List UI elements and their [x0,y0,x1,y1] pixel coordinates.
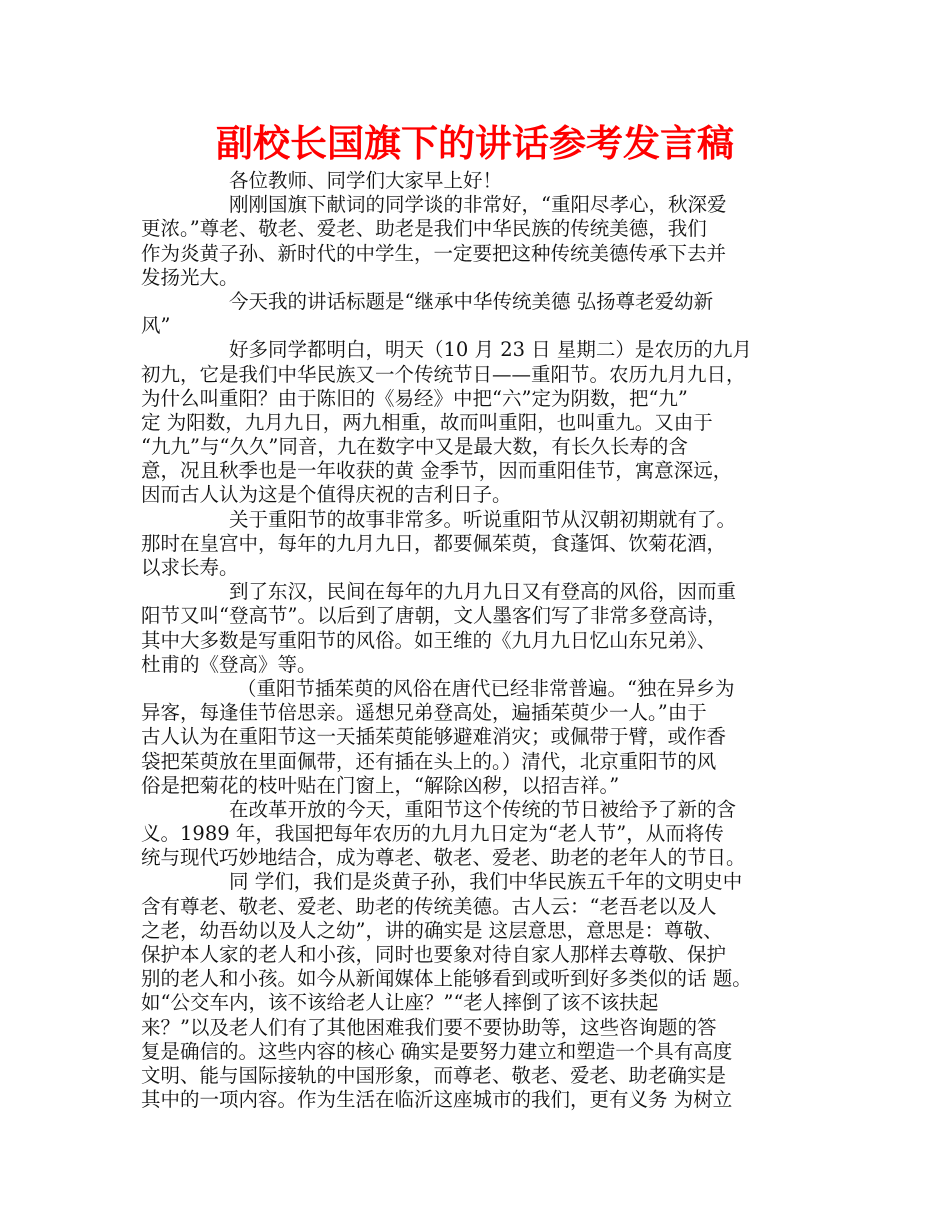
text-line: 因而古人认为这是个值得庆祝的吉利日子。 [141,483,512,507]
text-line: 其中大多数是写重阳节的风俗。如王维的《九月九日忆山东兄弟》、 [141,628,717,652]
text-line: 发扬光大。 [141,265,239,289]
text-line: 保护本人家的老人和小孩，同时也要象对待自家人那样去尊敬、保护 [141,943,727,966]
text-line: 其中的一项内容。作为生活在临沂这座城市的我们，更有义务 为树立 [141,1088,733,1112]
text-line: 文明、能与国际接轨的中国形象，而尊老、敬老、爱老、助老确实是 [141,1063,727,1087]
text-line: 为什么叫重阳？由于陈旧的《易经》中把“六”定为阴数，把“九” [141,386,688,410]
document-title: 副校长国旗下的讲话参考发言稿 [216,122,734,165]
text-line: 袋把茱萸放在里面佩带，还有插在头上的。）清代，北京重阳节的风 [141,749,717,773]
text-line: 俗是把菊花的枝叶贴在门窗上，“解除凶秽，以招吉祥。” [141,773,620,797]
text-line: 杜甫的《登高》等。 [141,652,317,676]
text-line: 之老，幼吾幼以及人之幼”，讲的确实是 这层意思，意思是：尊敬、 [141,918,723,942]
text-line: 义。1989 年，我国把每年农历的九月九日定为“老人节”，从而将传 [141,822,724,846]
text-line: “九九”与“久久”同音，九在数字中又是最大数，有长久长寿的含 [141,435,688,459]
text-line: 同 学们，我们是炎黄子孙，我们中华民族五千年的文明史中 [229,870,743,894]
text-line: 意，况且秋季也是一年收获的黄 金季节，因而重阳佳节，寓意深远， [141,459,733,483]
text-line: 异客，每逢佳节倍思亲。遥想兄弟登高处，遍插茱萸少一人。”由于 [141,701,707,725]
text-line: 关于重阳节的故事非常多。听说重阳节从汉朝初期就有了。 [229,507,737,531]
text-line: 刚刚国旗下献词的同学谈的非常好，“重阳尽孝心，秋深爱 [229,193,727,217]
text-line: 初九，它是我们中华民族又一个传统节日——重阳节。农历九月九日， [141,362,746,386]
text-line: 好多同学都明白，明天（10 月 23 日 星期二）是农历的九月 [229,338,752,362]
text-line: 到了东汉，民间在每年的九月九日又有登高的风俗，因而重 [229,580,737,604]
text-line-greeting: 各位教师、同学们大家早上好！ [229,169,503,192]
text-line: 今天我的讲话标题是“继承中华传统美德 弘扬尊老爱幼新 [229,289,714,313]
text-line: 如“公交车内，该不该给老人让座？”“老人摔倒了该不该扶起 [141,991,659,1015]
text-line: 定 为阳数，九月九日，两九相重，故而叫重阳，也叫重九。又由于 [141,410,713,434]
text-line: 含有尊老、敬老、爱老、助老的传统美德。古人云：“老吾老以及人 [141,894,717,918]
text-line: 那时在皇宫中，每年的九月九日，都要佩茱萸，食蓬饵、饮菊花酒， [141,531,727,555]
text-line: 作为炎黄子孙、新时代的中学生，一定要把这种传统美德传承下去并 [141,241,727,265]
text-line: （重阳节插茱萸的风俗在唐代已经非常普遍。“独在异乡为 [237,676,735,700]
text-line: 更浓。”尊老、敬老、爱老、助老是我们中华民族的传统美德，我们 [141,217,707,241]
text-line: 别的老人和小孩。如今从新闻媒体上能够看到或听到好多类似的话 题。 [141,967,752,991]
text-line: 以求长寿。 [141,556,239,579]
document-body [141,169,826,1112]
text-line: 阳节又叫“登高节”。以后到了唐朝，文人墨客们写了非常多登高诗， [141,604,727,628]
text-line: 在改革开放的今天，重阳节这个传统的节日被给予了新的含 [229,797,737,821]
text-line: 风” [141,314,171,338]
text-line: 来？”以及老人们有了其他困难我们要不要协助等，这些咨询题的答 [141,1015,717,1039]
text-line: 复是确信的。这些内容的核心 确实是要努力建立和塑造一个具有高度 [141,1039,733,1063]
text-line: 统与现代巧妙地结合，成为尊老、敬老、爱老、助老的老年人的节日。 [141,846,746,870]
text-line: 古人认为在重阳节这一天插茱萸能够避难消灾；或佩带于臂，或作香 [141,725,727,749]
